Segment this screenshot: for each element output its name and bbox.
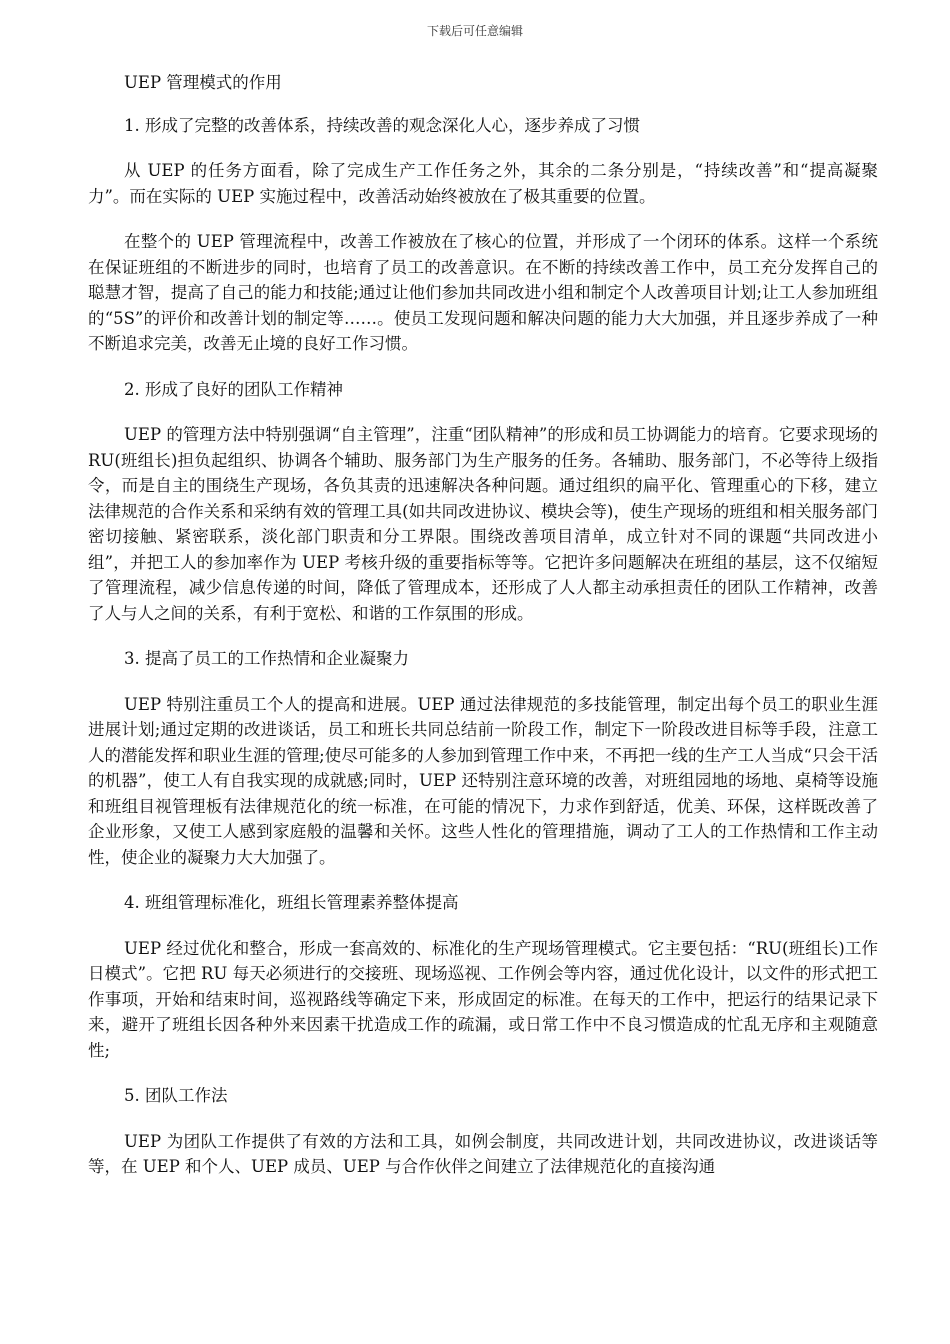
document-title: UEP 管理模式的作用 bbox=[124, 73, 282, 92]
paragraph: 从 UEP 的任务方面看，除了完成生产工作任务之外，其余的二条分别是，“持续改善”和“提高凝聚力”。而在实际的 UEP 实施过程中，改善活动始终被放在了极其重要的位置。 bbox=[88, 161, 878, 206]
section-heading: 3. 提高了员工的工作热情和企业凝聚力 bbox=[124, 649, 409, 668]
paragraph: UEP 特别注重员工个人的提高和进展。UEP 通过法律规范的多技能管理，制定出每个员工的职业生涯进展计划;通过定期的改进谈话，员工和班长共同总结前一阶段工作，制定下一阶段改进目标等手段，注意工人的潜能发挥和职业生涯的管理;使尽可能多的人参加到管理工作中来，不再把一线的生产工人当成“只会干活的机器”，使工人有自我实现的成就感;同时，UEP 还特别注意环境的改善，对班组园地的场地、桌椅等设施和班组目视管理板有法律规范化的统一标准，在可能的情况下，力求作到舒适，优美、环保，这样既改善了企业形象，又使工人感到家庭般的温馨和关怀。这些人性化的管理措施，调动了工人的工作热情和工作主动性，使企业的凝聚力大大加强了。 bbox=[88, 694, 878, 867]
paragraph: UEP 经过优化和整合，形成一套高效的、标准化的生产现场管理模式。它主要包括：“RU(班组长)工作日模式”。它把 RU 每天必须进行的交接班、现场巡视、工作例会等内容，通过优化设计，以文件的形式把工作事项，开始和结束时间，巡视路线等确定下来，形成固定的标准。在每天的工作中，把运行的结果记录下来，避开了班组长因各种外来因素干扰造成工作的疏漏，或日常工作中不良习惯造成的忙乱无序和主观随意性; bbox=[88, 938, 878, 1060]
paragraph: 在整个的 UEP 管理流程中，改善工作被放在了核心的位置，并形成了一个闭环的体系。这样一个系统在保证班组的不断进步的同时，也培育了员工的改善意识。在不断的持续改善工作中，员工充分发挥自己的聪慧才智，提高了自己的能力和技能;通过让他们参加共同改进小组和制定个人改善项目计划;让工人参加班组的“5S”的评价和改善计划的制定等……。使员工发现问题和解决问题的能力大大加强，并且逐步养成了一种不断追求完美，改善无止境的良好工作习惯。 bbox=[88, 232, 878, 353]
section-heading: 1. 形成了完整的改善体系，持续改善的观念深化人心，逐步养成了习惯 bbox=[124, 115, 640, 135]
section-heading: 2. 形成了良好的团队工作精神 bbox=[124, 379, 343, 399]
paragraph: UEP 的管理方法中特别强调“自主管理”，注重“团队精神”的形成和员工协调能力的培育。它要求现场的 RU(班组长)担负起组织、协调各个辅助、服务部门为生产服务的任务。各辅助、服务部门，不必等待上级指令，而是自主的围绕生产现场，各负其责的迅速解决各种问题。通过组织的扁平化、管理重心的下移，建立法律规范的合作关系和采纳有效的管理工具(如共同改进协议、模块会等)，使生产现场的班组和相关服务部门密切接触、紧密联系，淡化部门职责和分工界限。围绕改善项目清单，成立针对不同的课题“共同改进小组”，并把工人的参加率作为 UEP 考核升级的重要指标等等。它把许多问题解决在班组的基层，这不仅缩短了管理流程，减少信息传递的时间，降低了管理成本，还形成了人人都主动承担责任的团队工作精神，改善了人与人之间的关系，有利于宽松、和谐的工作氛围的形成。 bbox=[88, 425, 878, 623]
page-header: 下载后可任意编辑 bbox=[426, 24, 523, 38]
paragraph: UEP 为团队工作提供了有效的方法和工具，如例会制度，共同改进计划，共同改进协议，改进谈话等等，在 UEP 和个人、UEP 成员、UEP 与合作伙伴之间建立了法律规范化的直接沟通 bbox=[88, 1131, 878, 1176]
section-heading: 4. 班组管理标准化，班组长管理素养整体提高 bbox=[124, 893, 459, 912]
section-heading: 5. 团队工作法 bbox=[124, 1086, 228, 1105]
document-body bbox=[88, 70, 878, 1200]
